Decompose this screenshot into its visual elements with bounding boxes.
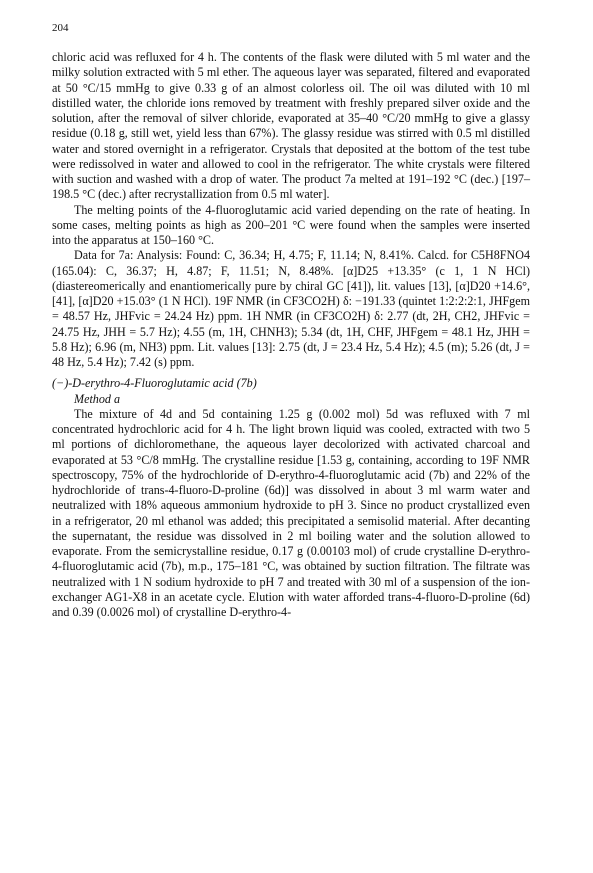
paragraph-melting-points: The melting points of the 4-fluoroglutamic acid varied depending on the rate of heating. In some cases, melting points as high as 200–201 °C were found when the samples were inserted into the apparatus at 150–160 °C. [52,202,530,247]
section-heading-7b: (−)-D-erythro-4-Fluoroglutamic acid (7b) [52,376,257,391]
body-text [52,50,530,620]
page-number: 204 [52,22,69,34]
paragraph-method-a: The mixture of 4d and 5d containing 1.25 g (0.002 mol) 5d was refluxed with 7 ml concentrated hydrochloric acid for 4 h. The light brown liquid was cooled, extracted with two 5 ml portions of dichloromethane, the aqueous layer decolorized with activated charcoal and evaporated at 53 °C/8 mmHg. The crystalline residue [1.53 g, containing, according to 19F NMR spectroscopy, 75% of the hydrochloride of D-erythro-4-fluoroglutamic acid (7b) and 22% of the hydrochloride of trans-4-fluoro-D-proline (6d)] was dissolved in about 3 ml warm water and neutralized with 18% aqueous ammonium hydroxide to pH 3. Since no product crystallized even in a refrigerator, 20 ml ethanol was added; this precipitated a semisolid material. After decanting the supernatant, the residue was dissolved in 2 ml boiling water and the solution allowed to evaporate. From the semicrystalline residue, 0.17 g (0.00103 mol) of crude crystalline D-erythro-4-fluoroglutamic acid (7b), m.p., 175–181 °C, was obtained by suction filtration. The filtrate was neutralized with 1 N sodium hydroxide to pH 7 and treated with 30 ml of a suspension of the ion-exchanger AG1-X8 in an acetate cycle. Elution with water afforded trans-4-fluoro-D-proline (6d) and 0.39 (0.0026 mol) of crystalline D-erythro-4- [52,406,530,619]
method-subheading: Method a [74,391,121,406]
paragraph-data-7a: Data for 7a: Analysis: Found: C, 36.34; H, 4.75; F, 11.14; N, 8.41%. Calcd. for C5H8FNO4 (165.04): C, 36.37; H, 4.87; F, 11.51; N, 8.48%. [α]D25 +13.35° (c 1, 1 N HCl) (diastereomerically and enantiomerically pure by chiral GC [41]), lit. values [13], [α]D20 +14.6°, [41], [α]D20 +15.03° (1 N HCl). 19F NMR (in CF3CO2H) δ: −191.33 (quintet 1:2:2:2:1, JHFgem = 48.57 Hz, JHFvic = 24.24 Hz) ppm. 1H NMR (in CF3CO2H) δ: 2.77 (dt, 2H, CH2, JHFvic = 24.75 Hz, JHH = 5.7 Hz); 4.55 (m, 1H, CHNH3); 5.34 (dt, 1H, CHF, JHFgem = 48.1 Hz, JHH = 5.8 Hz); 6.96 (m, NH3) ppm. Lit. values [13]: 2.75 (dt, J = 23.4 Hz, 5.4 Hz); 4.5 (m); 5.26 (dt, J = 48 Hz, 5.4 Hz); 7.42 (s) ppm. [52,248,530,369]
paragraph-procedure-continued: chloric acid was refluxed for 4 h. The contents of the flask were diluted with 5 ml water and the milky solution extracted with 5 ml ether. The aqueous layer was separated, filtered and evaporated at 50 °C/15 mmHg to give 0.33 g of an almost colorless oil. The oil was diluted with 10 ml distilled water, the chloride ions removed by treatment with freshly prepared silver oxide and the solution, after the removal of silver chloride, evaporated at 35–40 °C/20 mmHg to give a glassy residue (0.18 g, still wet, yield less than 67%). The glassy residue was stirred with 0.5 ml distilled water and stored overnight in a refrigerator. Crystals that deposited at the bottom of the test tube were redissolved in water and allowed to cool in the refrigerator. The white crystals were filtered with suction and washed with a drop of water. The product 7a melted at 191–192 °C (dec.) [197–198.5 °C (dec.) after recrystallization from 0.5 ml water]. [52,50,530,202]
